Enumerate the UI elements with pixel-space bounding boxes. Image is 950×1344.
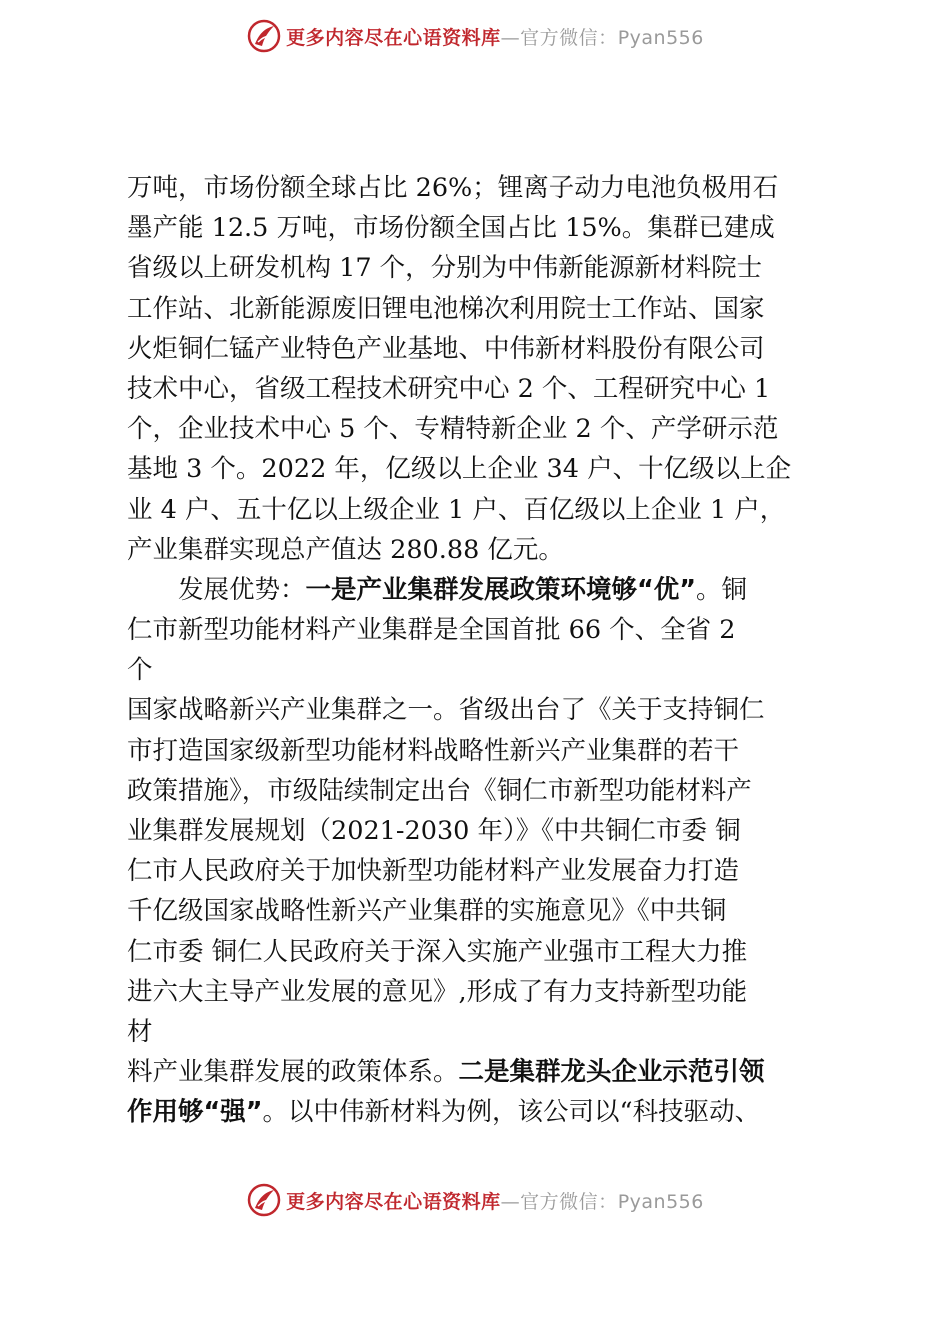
text-line: 市打造国家级新型功能材料战略性新兴产业集群的若干 bbox=[127, 735, 740, 766]
text-line: 工作站、北新能源废旧锂电池梯次利用院士工作站、国家 bbox=[127, 293, 765, 324]
text-line: 万吨，市场份额全球占比 26%；锂离子动力电池负极用石 bbox=[127, 173, 779, 203]
text-line: 火炬铜仁锰产业特色产业基地、中伟新材料股份有限公司 bbox=[127, 333, 765, 364]
text-line: 基地 3 个。2022 年，亿级以上企业 34 户、十亿级以上企 bbox=[127, 454, 792, 485]
bold-heading: 一是产业集群发展政策环境够“优” bbox=[305, 574, 697, 605]
text-line: 国家战略新兴产业集群之一。省级出台了《关于支持铜仁 bbox=[127, 695, 765, 726]
text-line: 作用够“强”。以中伟新材料为例，该公司以“科技驱动、 bbox=[127, 1097, 761, 1128]
text-line: 个 bbox=[127, 655, 153, 686]
text-line: 仁市新型功能材料产业集群是全国首批 66 个、全省 2 bbox=[127, 615, 736, 646]
text-line: 仁市人民政府关于加快新型功能材料产业发展奋力打造 bbox=[127, 856, 740, 887]
banner-main-text: 更多内容尽在心语资料库 bbox=[286, 26, 501, 49]
banner-label: 官方微信： bbox=[520, 26, 618, 49]
logo-icon bbox=[246, 1182, 282, 1218]
text-line: 业集群发展规划（2021-2030 年）》《中共铜仁市委 铜 bbox=[127, 816, 741, 846]
document-body bbox=[127, 168, 837, 1133]
text-line: 千亿级国家战略性新兴产业集群的实施意见》《中共铜 bbox=[127, 896, 727, 927]
banner-separator: — bbox=[500, 26, 521, 49]
banner-text bbox=[286, 1187, 704, 1214]
logo-icon bbox=[246, 18, 282, 54]
text-line: 技术中心，省级工程技术研究中心 2 个、工程研究中心 1 bbox=[127, 373, 771, 404]
banner-wechat-id: Pyan556 bbox=[617, 26, 704, 49]
text-line: 政策措施》，市级陆续制定出台《铜仁市新型功能材料产 bbox=[127, 775, 752, 806]
banner-label: 官方微信： bbox=[520, 1190, 618, 1213]
text-line: 材 bbox=[127, 1016, 153, 1047]
banner-main-text: 更多内容尽在心语资料库 bbox=[286, 1190, 501, 1213]
text-line: 业 4 户、五十亿以上级企业 1 户、百亿级以上企业 1 户， bbox=[127, 494, 786, 525]
text-line: 进六大主导产业发展的意见》,形成了有力支持新型功能 bbox=[127, 976, 748, 1007]
bold-heading: 作用够“强” bbox=[127, 1097, 263, 1128]
banner-wechat-id: Pyan556 bbox=[617, 1190, 704, 1213]
text-line: 个，企业技术中心 5 个、专精特新企业 2 个、产学研示范 bbox=[127, 414, 779, 445]
banner-separator: — bbox=[500, 1190, 521, 1213]
footer-banner bbox=[0, 1178, 950, 1222]
text-line: 发展优势：一是产业集群发展政策环境够“优”。铜 bbox=[127, 574, 748, 605]
text-line: 省级以上研发机构 17 个，分别为中伟新能源新材料院士 bbox=[127, 253, 763, 284]
banner-text bbox=[286, 23, 704, 50]
text-line: 仁市委 铜仁人民政府关于深入实施产业强市工程大力推 bbox=[127, 936, 748, 967]
header-banner bbox=[0, 14, 950, 58]
text-line: 墨产能 12.5 万吨，市场份额全国占比 15%。集群已建成 bbox=[127, 213, 775, 244]
bold-heading: 二是集群龙头企业示范引领 bbox=[458, 1057, 765, 1088]
text-line: 料产业集群发展的政策体系。二是集群龙头企业示范引领 bbox=[127, 1057, 765, 1088]
text-line: 产业集群实现总产值达 280.88 亿元。 bbox=[127, 534, 564, 565]
